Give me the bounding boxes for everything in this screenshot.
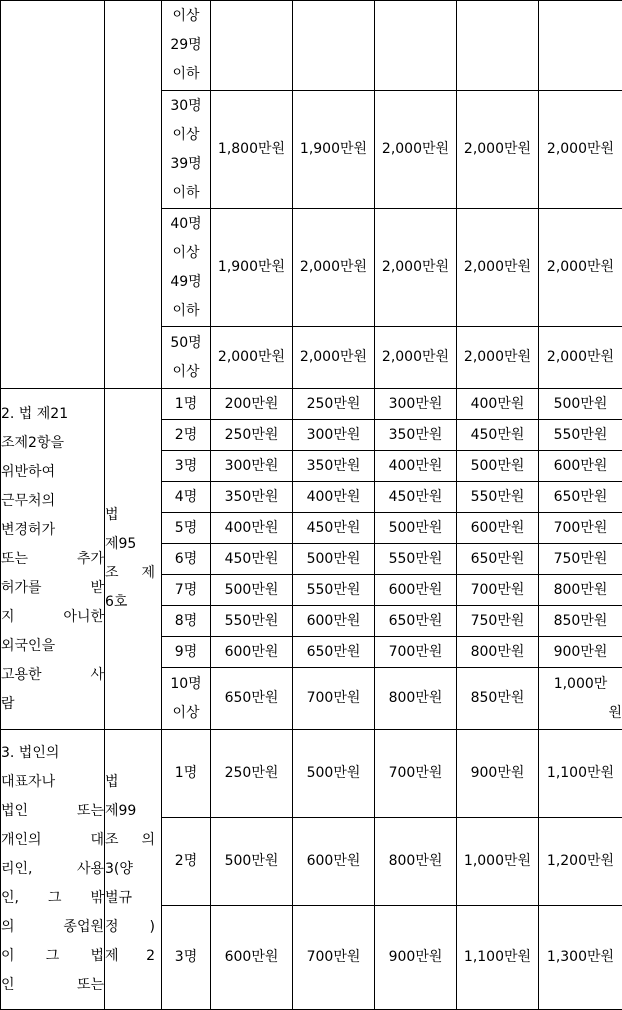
table-row — [1, 730, 622, 818]
violation-cell-line: 개인의 대 — [1, 826, 104, 855]
fine-amount-cell: 600만원 — [375, 575, 457, 606]
fine-amount-cell: 350만원 — [211, 482, 293, 513]
fine-amount-cell: 200만원 — [211, 389, 293, 420]
fine-amount-cell: 650만원 — [457, 544, 539, 575]
headcount-line: 1명 — [162, 759, 210, 788]
violation-cell-line: 허가를 받 — [1, 574, 104, 603]
law-cell — [105, 730, 162, 1010]
headcount-line: 이상 — [162, 699, 210, 728]
fine-amount-cell: 300만원 — [293, 420, 375, 451]
fine-amount-cell: 500만원 — [375, 513, 457, 544]
law-cell-line: 6호 — [105, 588, 161, 617]
headcount-cell — [162, 906, 211, 1010]
fine-amount-cell: 800만원 — [539, 575, 622, 606]
fine-amount-cell: 300만원 — [375, 389, 457, 420]
law-cell-line: 정 ) — [105, 913, 161, 942]
headcount-cell — [162, 818, 211, 906]
fine-amount-cell: 450만원 — [375, 482, 457, 513]
table-row — [1, 1, 622, 91]
fine-amount-cell: 1,100만원 — [539, 730, 622, 818]
headcount-line: 7명 — [162, 576, 210, 605]
fine-amount-cell: 2,000만원 — [539, 327, 622, 389]
fine-amount-cell: 650만원 — [293, 637, 375, 668]
fine-amount-cell: 500만원 — [293, 730, 375, 818]
fine-amount-cell: 1,900만원 — [293, 91, 375, 209]
fine-amount-cell: 500만원 — [457, 451, 539, 482]
fine-amount-cell: 900만원 — [539, 637, 622, 668]
fine-amount-cell: 750만원 — [457, 606, 539, 637]
violation-cell-line: 3. 법인의 — [1, 739, 104, 768]
headcount-line: 이상 — [162, 358, 210, 387]
fine-amount-cell: 1,000만원 — [457, 818, 539, 906]
violation-cell-line: 지 아니한 — [1, 603, 104, 632]
fine-amount-cell: 2,000만원 — [293, 209, 375, 327]
fine-amount-cell: 500만원 — [539, 389, 622, 420]
violation-cell-line: 대표자나 — [1, 768, 104, 797]
law-cell-line: 벌규 — [105, 884, 161, 913]
headcount-cell — [162, 327, 211, 389]
fine-amount-cell: 1,800만원 — [211, 91, 293, 209]
fine-amount-cell: 850만원 — [457, 668, 539, 730]
violation-cell — [1, 1, 105, 389]
headcount-line: 이하 — [162, 179, 210, 208]
fine-amount-cell: 750만원 — [539, 544, 622, 575]
headcount-line: 4명 — [162, 483, 210, 512]
headcount-cell — [162, 606, 211, 637]
fine-amount-cell: 2,000만원 — [375, 327, 457, 389]
fine-amount-cell: 600만원 — [539, 451, 622, 482]
violation-cell — [1, 389, 105, 730]
headcount-cell — [162, 513, 211, 544]
headcount-line: 이하 — [162, 60, 210, 89]
headcount-line: 40명 — [162, 210, 210, 239]
fine-amount-cell: 600만원 — [211, 906, 293, 1010]
law-cell-line: 법 — [105, 768, 161, 797]
fine-amount-cell: 650만원 — [539, 482, 622, 513]
fine-amount-cell: 550만원 — [293, 575, 375, 606]
violation-cell-line: 람 — [1, 690, 104, 719]
headcount-line: 3명 — [162, 943, 210, 972]
fine-amount-cell: 2,000만원 — [211, 327, 293, 389]
fine-amount-cell: 2,000만원 — [539, 209, 622, 327]
fine-amount-cell: 250만원 — [211, 730, 293, 818]
fine-amount-cell: 550만원 — [375, 544, 457, 575]
headcount-line: 2명 — [162, 847, 210, 876]
fine-amount-cell — [539, 1, 622, 91]
fine-amount-cell: 300만원 — [211, 451, 293, 482]
headcount-line: 이하 — [162, 297, 210, 326]
fine-amount-cell: 500만원 — [211, 575, 293, 606]
fine-amount-cell: 450만원 — [211, 544, 293, 575]
fine-amount-cell: 700만원 — [457, 575, 539, 606]
fine-amount-cell: 400만원 — [293, 482, 375, 513]
headcount-line: 30명 — [162, 92, 210, 121]
fine-amount-cell: 1,300만원 — [539, 906, 622, 1010]
violation-cell — [1, 730, 105, 1010]
headcount-cell — [162, 575, 211, 606]
fine-amount-cell: 450만원 — [293, 513, 375, 544]
fine-amount-cell: 600만원 — [211, 637, 293, 668]
violation-cell-line: 2. 법 제21 — [1, 400, 104, 429]
fine-amount-cell — [375, 1, 457, 91]
fine-amount-cell — [539, 668, 622, 730]
fine-amount-line: 1,000만 — [539, 670, 622, 699]
headcount-cell — [162, 389, 211, 420]
law-cell-line: 제95 — [105, 530, 161, 559]
fine-amount-cell: 550만원 — [457, 482, 539, 513]
fine-amount-cell: 650만원 — [211, 668, 293, 730]
violation-cell-line: 이 그 법 — [1, 942, 104, 971]
fine-amount-cell: 2,000만원 — [293, 327, 375, 389]
fine-amount-cell: 1,100만원 — [457, 906, 539, 1010]
fine-amount-cell: 250만원 — [211, 420, 293, 451]
headcount-cell — [162, 637, 211, 668]
fine-amount-cell: 2,000만원 — [539, 91, 622, 209]
headcount-cell — [162, 209, 211, 327]
violation-cell-line: 법인 또는 — [1, 797, 104, 826]
headcount-cell — [162, 451, 211, 482]
law-cell — [105, 1, 162, 389]
fine-amount-cell: 2,000만원 — [375, 91, 457, 209]
fine-amount-cell: 250만원 — [293, 389, 375, 420]
fine-amount-cell — [211, 1, 293, 91]
headcount-cell — [162, 482, 211, 513]
headcount-line: 39명 — [162, 150, 210, 179]
fine-amount-line: 원 — [539, 699, 622, 728]
headcount-line: 3명 — [162, 452, 210, 481]
fine-amount-cell: 650만원 — [375, 606, 457, 637]
headcount-line: 10명 — [162, 670, 210, 699]
law-cell-line: 제99 — [105, 797, 161, 826]
fine-amount-cell: 400만원 — [457, 389, 539, 420]
law-cell — [105, 389, 162, 730]
fine-amount-cell: 700만원 — [375, 637, 457, 668]
headcount-line: 9명 — [162, 638, 210, 667]
table-row — [1, 389, 622, 420]
fine-amount-cell: 400만원 — [211, 513, 293, 544]
headcount-line: 50명 — [162, 329, 210, 358]
fine-amount-cell: 2,000만원 — [457, 91, 539, 209]
headcount-line: 이상 — [162, 239, 210, 268]
violation-cell-line: 인 또는 — [1, 971, 104, 1000]
fine-amount-cell: 1,200만원 — [539, 818, 622, 906]
headcount-line: 8명 — [162, 607, 210, 636]
violation-cell-line: 또는 추가 — [1, 545, 104, 574]
law-cell-line: 조 제 — [105, 559, 161, 588]
fine-amount-cell: 800만원 — [457, 637, 539, 668]
violation-cell-line: 변경허가 — [1, 516, 104, 545]
headcount-line: 1명 — [162, 390, 210, 419]
violation-cell-line: 리인, 사용 — [1, 855, 104, 884]
headcount-line: 29명 — [162, 31, 210, 60]
headcount-cell — [162, 1, 211, 91]
headcount-cell — [162, 91, 211, 209]
headcount-cell — [162, 420, 211, 451]
fine-amount-cell: 1,900만원 — [211, 209, 293, 327]
fine-amount-cell: 600만원 — [293, 818, 375, 906]
fine-amount-cell: 900만원 — [375, 906, 457, 1010]
headcount-line: 49명 — [162, 268, 210, 297]
headcount-cell — [162, 668, 211, 730]
headcount-line: 5명 — [162, 514, 210, 543]
fine-amount-cell: 700만원 — [375, 730, 457, 818]
violation-cell-line: 조제2항을 — [1, 429, 104, 458]
fine-amount-cell: 900만원 — [457, 730, 539, 818]
headcount-line: 6명 — [162, 545, 210, 574]
fine-amount-cell: 700만원 — [539, 513, 622, 544]
fine-amount-cell: 500만원 — [211, 818, 293, 906]
fine-amount-cell: 550만원 — [539, 420, 622, 451]
headcount-cell — [162, 544, 211, 575]
fine-amount-cell: 500만원 — [293, 544, 375, 575]
law-cell-line: 3(양 — [105, 855, 161, 884]
violation-cell-line: 의 종업원 — [1, 913, 104, 942]
headcount-line: 이상 — [162, 121, 210, 150]
headcount-line: 이상 — [162, 2, 210, 31]
fine-amount-cell: 2,000만원 — [457, 327, 539, 389]
violation-cell-line: 외국인을 — [1, 632, 104, 661]
fine-amount-cell — [457, 1, 539, 91]
fine-amount-cell: 2,000만원 — [375, 209, 457, 327]
law-cell-line: 제 2 — [105, 942, 161, 971]
violation-cell-line: 근무처의 — [1, 487, 104, 516]
fine-amount-cell: 850만원 — [539, 606, 622, 637]
law-cell-line: 법 — [105, 501, 161, 530]
fine-amount-cell: 800만원 — [375, 668, 457, 730]
fine-amount-cell — [293, 1, 375, 91]
headcount-cell — [162, 730, 211, 818]
fine-amount-cell: 800만원 — [375, 818, 457, 906]
fine-amount-cell: 600만원 — [457, 513, 539, 544]
fine-amount-cell: 700만원 — [293, 906, 375, 1010]
fine-amount-cell: 350만원 — [375, 420, 457, 451]
fine-amount-cell: 2,000만원 — [457, 209, 539, 327]
fine-amount-cell: 550만원 — [211, 606, 293, 637]
law-cell-line: 조 의 — [105, 826, 161, 855]
fine-amount-cell: 700만원 — [293, 668, 375, 730]
fine-amount-cell: 600만원 — [293, 606, 375, 637]
fine-amount-cell: 450만원 — [457, 420, 539, 451]
fine-amount-cell: 400만원 — [375, 451, 457, 482]
headcount-line: 2명 — [162, 421, 210, 450]
violation-cell-line: 고용한 사 — [1, 661, 104, 690]
violation-cell-line: 위반하여 — [1, 458, 104, 487]
fine-amount-cell: 350만원 — [293, 451, 375, 482]
violation-cell-line: 인, 그 밖 — [1, 884, 104, 913]
